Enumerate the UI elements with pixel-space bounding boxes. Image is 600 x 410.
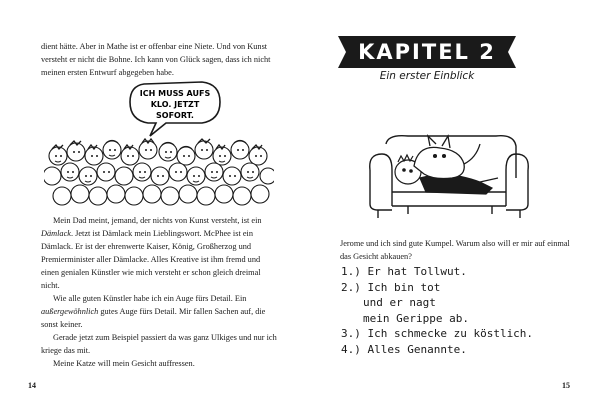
speech-line-2: KLO. JETZT <box>150 100 200 109</box>
quiz-item-4: 4.) Alles Genannte. <box>341 342 467 356</box>
page-number-left: 14 <box>28 381 36 390</box>
speech-bubble <box>130 82 220 136</box>
quiz-item-2-line-2: und er nagt <box>363 296 436 309</box>
page-number-right: 15 <box>562 381 570 390</box>
quiz-item-1: 1.) Er hat Tollwut. <box>341 265 467 278</box>
paragraph-top: dient hätte. Aber in Mathe ist er offenbar eine Niete. Und von Kunst versteht er nicht die Bohne. Ich kann von Glück sagen, dass ich nicht meinen ersten Entwurf abgegeben habe. <box>41 42 271 77</box>
paragraph-right: Jerome und ich sind gute Kumpel. Warum also will er mir auf einmal das Gesicht abkauen? <box>340 239 570 261</box>
crowd-illustration <box>44 76 274 208</box>
quiz-item-3: 3.) Ich schmecke zu köstlich. <box>341 327 534 340</box>
speech-line-3: SOFORT. <box>156 111 194 120</box>
chapter-title: KAPITEL 2 <box>358 40 496 64</box>
speech-line-1: ICH MUSS AUFS <box>139 89 211 98</box>
paragraph-bottom: Mein Dad meint, jemand, der nichts von Kunst versteht, ist ein Dämlack. Jetzt ist Dämlack mein Lieblingswort. McPhee ist ein Dämlack. Er ist der ehrenwerte Kaiser, König, Großherzog und Premierminister aller Dämlacke. Alles Kreative ist ihm fremd und einen genialen Künstler wie mich versteht er schon gleich dreimal nicht. Wie alle guten Künstler habe ich ein Auge fürs Detail. Ein außergewöhnlich gutes Auge fürs Detail. Mir fallen Sachen auf, die sonst keiner. Gerade jetzt zum Beispiel passiert da was ganz Ulkiges und nur ich kriege das mit. Meine Katze will mein Gesicht auffressen. <box>41 216 277 368</box>
quiz-item-2: 2.) Ich bin tot <box>341 280 441 294</box>
quiz-list <box>341 264 576 357</box>
chapter-subtitle: Ein erster Einblick <box>379 70 475 82</box>
quiz-item-2-line-3: mein Gerippe ab. <box>363 311 469 325</box>
sofa-cat-illustration <box>368 130 530 222</box>
